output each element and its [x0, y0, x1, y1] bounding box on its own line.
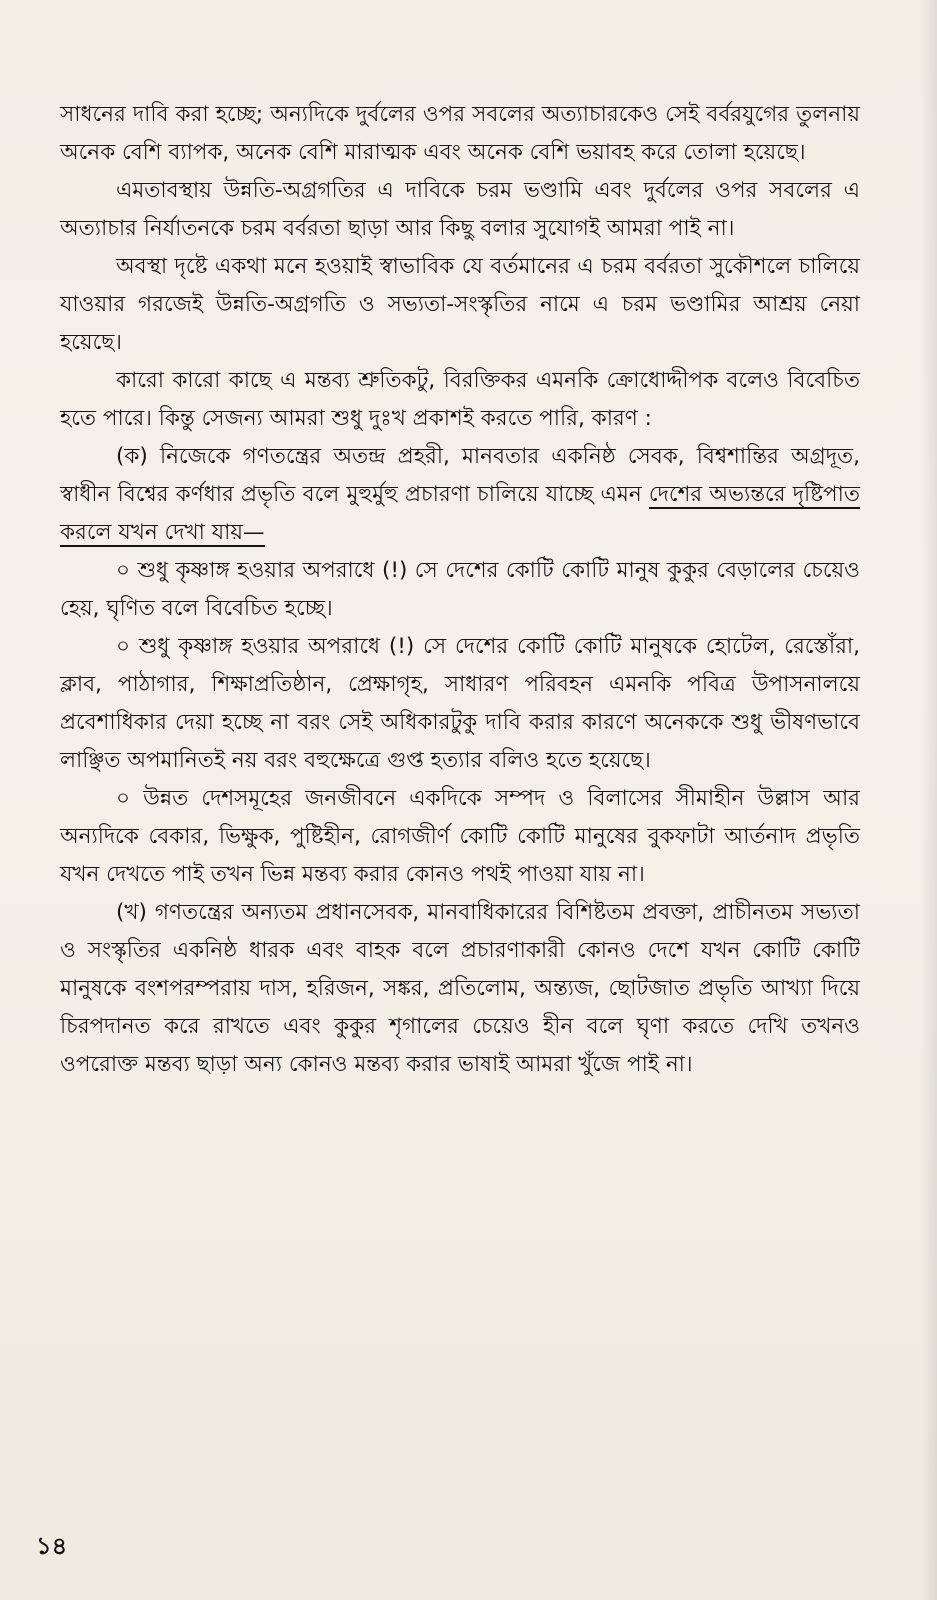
bullet-item: ০ শুধু কৃষ্ণাঙ্গ হওয়ার অপরাধে (!) সে দেশের কোটি কোটি মানুষকে হোটেল, রেস্তোঁরা, ক্লাব, পাঠাগার, শিক্ষাপ্রতিষ্ঠান, প্রেক্ষাগৃহ, সাধারণ পরিবহন এমনকি পবিত্র উপাসনালয়ে প্রবেশাধিকার দেয়া হচ্ছে না বরং সেই অধিকারটুকু দাবি করার কারণে অনেককে শুধু ভীষণভাবে লাঞ্ছিত অপমানিতই নয় বরং বহুক্ষেত্রে গুপ্ত হত্যার বলিও হতে হয়েছে। [60, 634, 860, 773]
page-number: ১৪ [36, 1532, 68, 1560]
paragraph-ka-text: (ক) নিজেকে গণতন্ত্রের অতন্দ্র প্রহরী, মানবতার একনিষ্ঠ সেবক, বিশ্বশান্তির অগ্রদূত, স্বাধীন বিশ্বের কর্ণধার প্রভৃতি বলে মুহুর্মুহু প্রচারণা চালিয়ে যাচ্ছে এমন [60, 444, 860, 507]
paragraph: কারো কারো কাছে এ মন্তব্য শ্রুতিকটু, বিরক্তিকর এমনকি ক্রোধোদ্দীপক বলেও বিবেচিত হতে পারে। কিন্তু সেজন্য আমরা শুধু দুঃখ প্রকাশই করতে পারি, কারণ : [60, 368, 860, 431]
paragraph-continuation: সাধনের দাবি করা হচ্ছে; অন্যদিকে দুর্বলের ওপর সবলের অত্যাচারকেও সেই বর্বরযুগের তুলনায় অনেক বেশি ব্যাপক, অনেক বেশি মারাত্মক এবং অনেক বেশি ভয়াবহ করে তোলা হয়েছে। [60, 102, 860, 165]
paragraph: এমতাবস্থায় উন্নতি-অগ্রগতির এ দাবিকে চরম ভণ্ডামি এবং দুর্বলের ওপর সবলের এ অত্যাচার নির্যাতনকে চরম বর্বরতা ছাড়া আর কিছু বলার সুযোগই আমরা পাই না। [60, 178, 860, 241]
paragraph-kha: (খ) গণতন্ত্রের অন্যতম প্রধানসেবক, মানবাধিকারের বিশিষ্টতম প্রবক্তা, প্রাচীনতম সভ্যতা ও সংস্কৃতির একনিষ্ঠ ধারক এবং বাহক বলে প্রচারণাকারী কোনও দেশে যখন কোটি কোটি মানুষকে বংশপরম্পরায় দাস, হরিজন, সঙ্কর, প্রতিলোম, অন্ত্যজ, ছোটজাত প্রভৃতি আখ্যা দিয়ে চিরপদানত করে রাখতে এবং কুকুর শৃগালের চেয়েও হীন বলে ঘৃণা করতে দেখি তখনও ওপরোক্ত মন্তব্য ছাড়া অন্য কোনও মন্তব্য করার ভাষাই আমরা খুঁজে পাই না। [60, 900, 860, 1077]
page-edge-shadow [921, 0, 937, 1600]
bullet-item: ০ শুধু কৃষ্ণাঙ্গ হওয়ার অপরাধে (!) সে দেশের কোটি কোটি মানুষ কুকুর বেড়ালের চেয়েও হেয়, ঘৃণিত বলে বিবেচিত হচ্ছে। [60, 558, 860, 621]
paragraph: অবস্থা দৃষ্টে একথা মনে হওয়াই স্বাভাবিক যে বর্তমানের এ চরম বর্বরতা সুকৌশলে চালিয়ে যাওয়ার গরজেই উন্নতি-অগ্রগতি ও সভ্যতা-সংস্কৃতির নামে এ চরম ভণ্ডামির আশ্রয় নেয়া হয়েছে। [60, 254, 860, 355]
bullet-item: ০ উন্নত দেশসমূহের জনজীবনে একদিকে সম্পদ ও বিলাসের সীমাহীন উল্লাস আর অন্যদিকে বেকার, ভিক্ষুক, পুষ্টিহীন, রোগজীর্ণ কোটি কোটি মানুষের বুকফাটা আর্তনাদ প্রভৃতি যখন দেখতে পাই তখন ভিন্ন মন্তব্য করার কোনও পথই পাওয়া যায় না। [60, 786, 860, 887]
underlined-text: দেশের অভ্যন্তরে দৃষ্টিপাত করলে যখন দেখা যায়— [60, 482, 861, 545]
body-text [60, 96, 860, 1084]
paragraph-ka [60, 438, 860, 552]
